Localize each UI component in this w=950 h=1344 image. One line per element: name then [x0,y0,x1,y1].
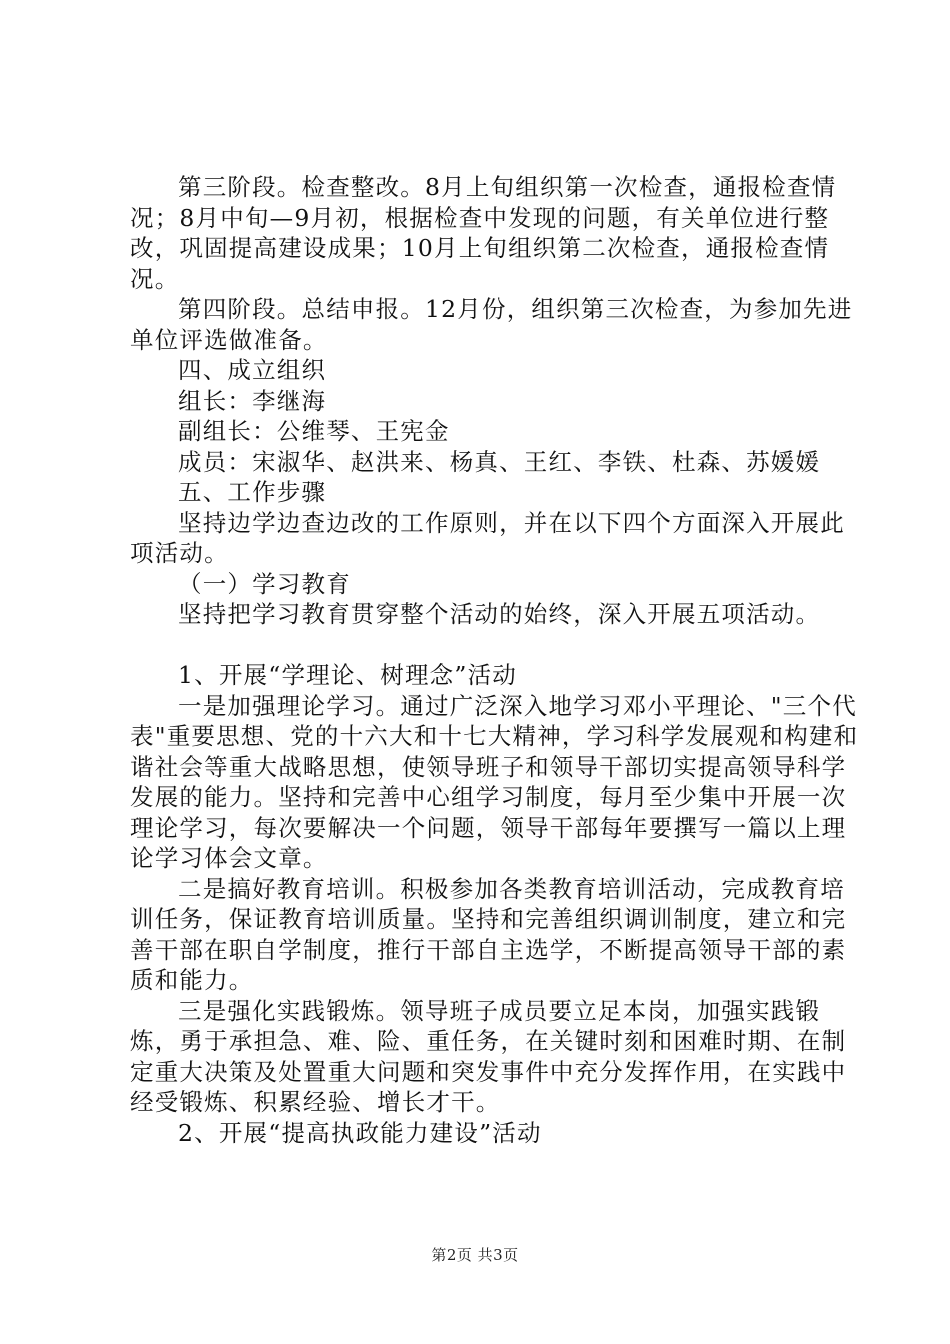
heading-work-steps: 五、工作步骤 [178,478,327,506]
heading-study-education: （一）学习教育 [178,569,351,598]
page-footer: 第2页 共3页 [431,1246,519,1264]
blank-line [130,630,860,661]
paragraph-deputy-leader: 副组长：公维琴、王宪金 [178,417,450,445]
paragraph-practice-training: 三是强化实践锻炼。领导班子成员要立足本岗，加强实践锻炼，勇于承担急、难、险、重任务，在关键时刻和困难时期、在制定重大决策及处置重大问题和突发事件中充分发挥作用，在实践中经受锻炼、积累经验、增长才干。 [130,996,847,1116]
paragraph-five-activities: 坚持把学习教育贯穿整个活动的始终，深入开展五项活动。 [178,600,821,628]
heading-establish-organization: 四、成立组织 [178,356,327,384]
paragraph-theory-study: 一是加强理论学习。通过广泛深入地学习邓小平理论、"三个代表"重要思想、党的十六大和十七大精神，学习科学发展观和构建和谐社会等重大战略思想，使领导班子和领导干部切实提高领导科学发展的能力。坚持和完善中心组学习制度，每月至少集中开展一次理论学习，每次要解决一个问题，领导干部每年要撰写一篇以上理论学习体会文章。 [130,691,859,872]
paragraph-education-training: 二是搞好教育培训。积极参加各类教育培训活动，完成教育培训任务，保证教育培训质量。坚持和完善组织调训制度，建立和完善干部在职自学制度，推行干部自主选学，不断提高领导干部的素质和能力。 [130,874,847,994]
paragraph-stage-four: 第四阶段。总结申报。12月份，组织第三次检查，为参加先进单位评选做准备。 [130,295,853,354]
document-body [130,172,860,1148]
heading-activity-one: 1、开展“学理论、树理念”活动 [178,661,517,689]
heading-activity-two: 2、开展“提高执政能力建设”活动 [178,1118,542,1147]
paragraph-work-principle: 坚持边学边查边改的工作原则，并在以下四个方面深入开展此项活动。 [130,508,845,567]
paragraph-group-leader: 组长：李继海 [178,386,327,415]
paragraph-members: 成员：宋淑华、赵洪来、杨真、王红、李铁、杜森、苏媛媛 [178,447,821,476]
paragraph-stage-three: 第三阶段。检查整改。8月上旬组织第一次检查，通报检查情况；8月中旬—9月初，根据检查中发现的问题，有关单位进行整改，巩固提高建设成果；10月上旬组织第二次检查，通报检查情况。 [130,173,837,293]
